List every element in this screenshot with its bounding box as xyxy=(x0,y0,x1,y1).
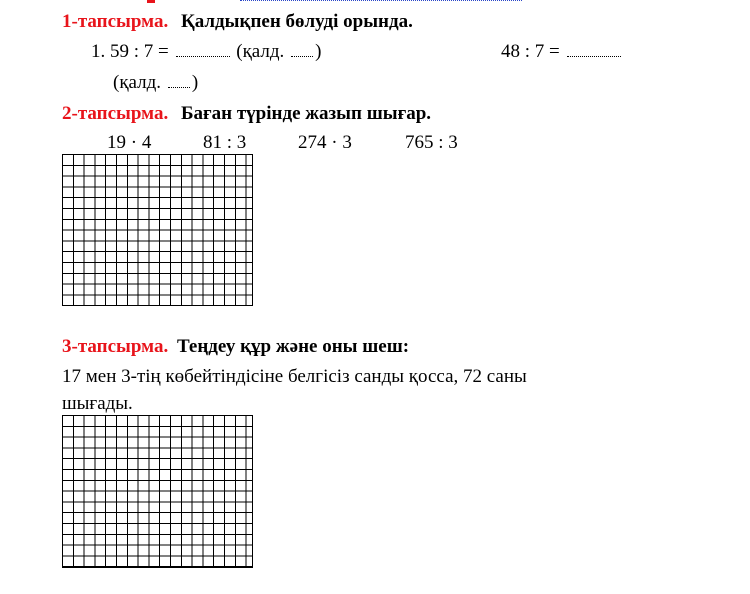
remainder-open: (қалд. xyxy=(236,41,285,62)
task1-item2-expression: 48 : 7 = xyxy=(501,41,560,62)
task3-heading xyxy=(62,336,409,358)
task1-title: Қалдықпен бөлуді орында. xyxy=(180,11,413,32)
task2-number: 2-тапсырма. xyxy=(62,103,169,124)
answer-blank[interactable] xyxy=(176,42,230,57)
remainder-blank[interactable] xyxy=(291,42,313,57)
remainder-open: (қалд. xyxy=(113,72,162,93)
top-red-fragment xyxy=(147,0,155,3)
task3-title: Теңдеу құр және оны шеш: xyxy=(176,336,410,357)
top-dotted-rule xyxy=(240,0,522,1)
task1-item2-remainder xyxy=(113,72,198,94)
expression-2: 81 : 3 xyxy=(203,132,247,153)
task3-text-line2: шығады. xyxy=(62,393,133,414)
grid-paper-task3[interactable] xyxy=(62,415,253,568)
remainder-close: ) xyxy=(191,72,199,93)
answer-blank[interactable] xyxy=(567,42,621,57)
task2-heading xyxy=(62,103,431,125)
expression-1: 19 · 4 xyxy=(107,132,152,153)
expression-3: 274 · 3 xyxy=(298,132,352,153)
remainder-blank[interactable] xyxy=(168,73,190,88)
task1-item2 xyxy=(501,41,623,63)
task3-number: 3-тапсырма. xyxy=(62,336,169,357)
grid-svg xyxy=(62,415,253,568)
task1-item1-expression: 1. 59 : 7 = xyxy=(91,41,169,62)
remainder-close: ) xyxy=(315,41,322,62)
task1-number: 1-тапсырма. xyxy=(62,11,169,32)
task1-heading xyxy=(62,11,413,33)
task2-title: Баған түрінде жазып шығар. xyxy=(180,103,432,124)
expression-4: 765 : 3 xyxy=(405,132,458,153)
task1-item1 xyxy=(91,41,321,63)
task3-text-line1: 17 мен 3-тің көбейтіндісіне белгісіз санды қосса, 72 саны xyxy=(62,366,527,387)
grid-paper-task2[interactable] xyxy=(62,154,253,306)
grid-svg xyxy=(62,154,253,306)
